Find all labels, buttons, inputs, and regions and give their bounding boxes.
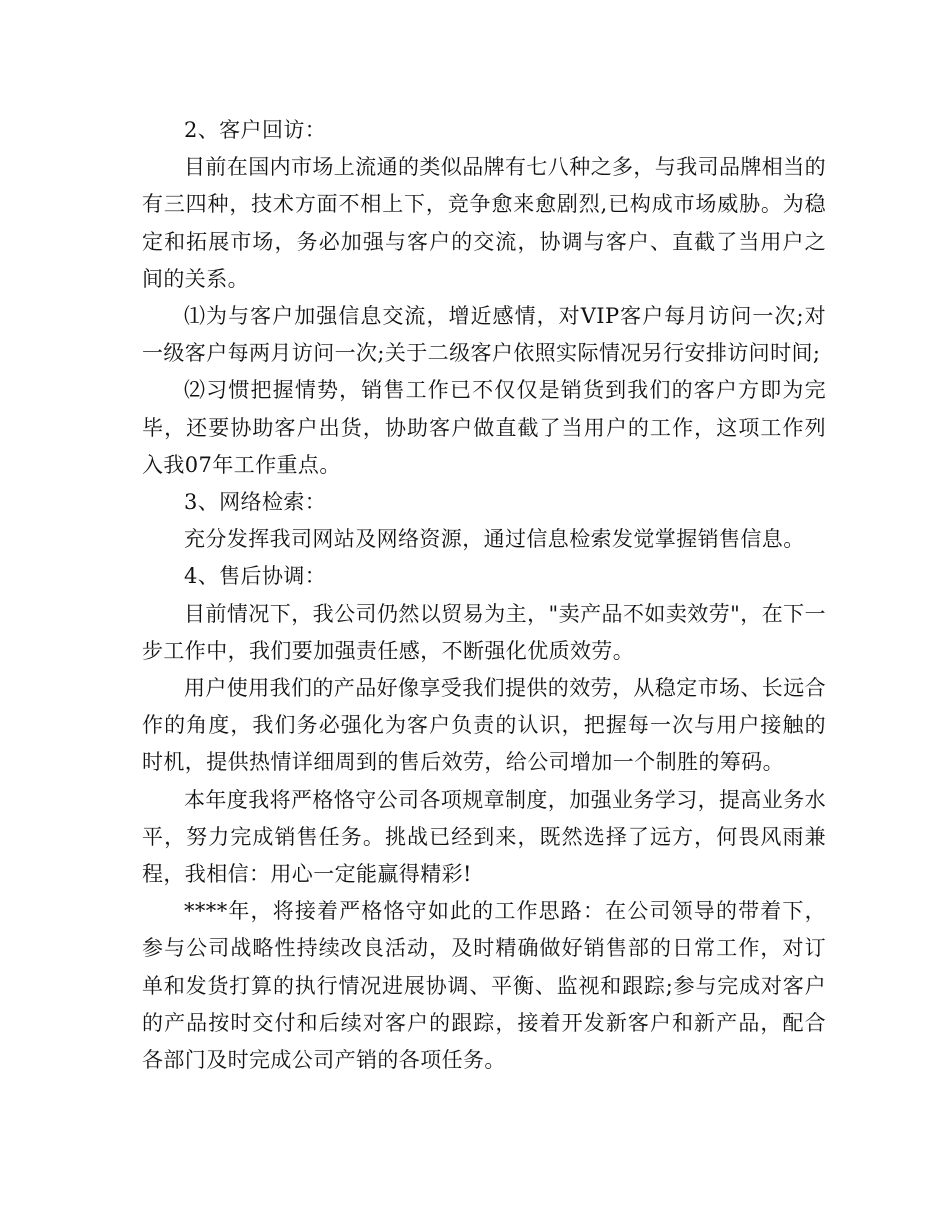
document-body xyxy=(142,112,826,1079)
paragraph-visit-schedule: ⑴为与客户加强信息交流，增近感情，对VIP客户每月访问一次;对一级客户每两月访问一次;关于二级客户依照实际情况另行安排访问时间; xyxy=(142,304,826,366)
paragraph-work-plan: ****年，将接着严格恪守如此的工作思路：在公司领导的带着下，参与公司战略性持续改良活动，及时精确做好销售部的日常工作，对订单和发货打算的执行情况进展协调、平衡、监视和跟踪;参与完成对客户的产品按时交付和后续对客户的跟踪，接着开发新客户和新产品，配合各部门及时完成公司产销的各项任务。 xyxy=(142,899,826,1073)
section-heading-after-sales: 4、售后协调： xyxy=(184,564,327,589)
paragraph-after-sales-situation: 目前情况下，我公司仍然以贸易为主，"卖产品不如卖效劳"，在下一步工作中，我们要加强责任感，不断强化优质效劳。 xyxy=(142,601,826,663)
paragraph-network-resources: 充分发挥我司网站及网络资源，通过信息检索发觉掌握销售信息。 xyxy=(184,527,805,552)
paragraph-service-value: 用户使用我们的产品好像享受我们提供的效劳，从稳定市场、长远合作的角度，我们务必强化为客户负责的认识，把握每一次与用户接触的时机，提供热情详细周到的售后效劳，给公司增加一个制胜的筹码。 xyxy=(142,676,826,775)
section-heading-network-search: 3、网络检索： xyxy=(184,490,327,515)
paragraph-sales-work: ⑵习惯把握情势，销售工作已不仅仅是销货到我们的客户方即为完毕，还要协助客户出货，协助客户做直截了当用户的工作，这项工作列入我07年工作重点。 xyxy=(142,378,826,477)
paragraph-market-situation: 目前在国内市场上流通的类似品牌有七八种之多，与我司品牌相当的有三四种，技术方面不相上下，竞争愈来愈剧烈,已构成市场威胁。为稳定和拓展市场，务必加强与客户的交流，协调与客户、直截了当用户之间的关系。 xyxy=(142,155,826,291)
paragraph-annual-commitment: 本年度我将严格恪守公司各项规章制度，加强业务学习，提高业务水平，努力完成销售任务。挑战已经到来，既然选择了远方，何畏风雨兼程，我相信：用心一定能赢得精彩! xyxy=(142,787,826,887)
section-heading-customer-visits: 2、客户回访： xyxy=(184,118,327,142)
